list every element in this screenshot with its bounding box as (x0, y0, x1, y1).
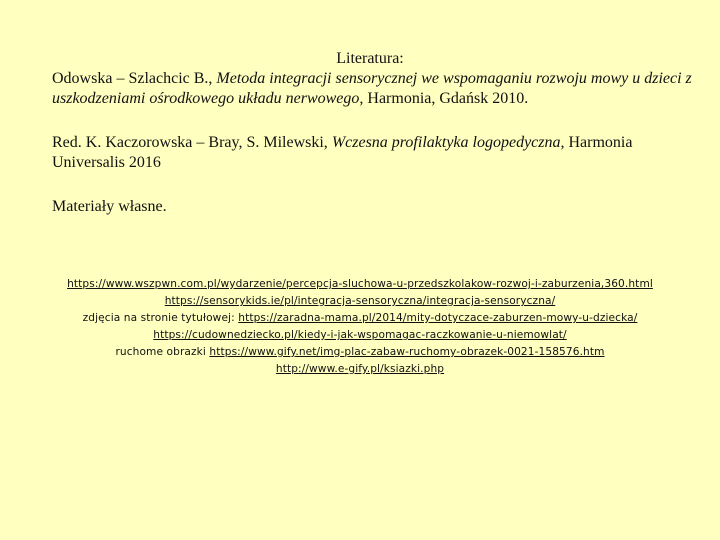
source-link[interactable]: https://www.gify.net/img-plac-zabaw-ruchomy-obrazek-0021-158576.htm (209, 346, 605, 358)
reference-author: Odowska – Szlachcic B., (52, 70, 217, 87)
source-link-row (0, 361, 720, 378)
reference-item (52, 133, 692, 173)
reference-item (52, 197, 692, 217)
source-link[interactable]: https://zaradna-mama.pl/2014/mity-dotyczace-zaburzen-mowy-u-dziecka/ (238, 312, 638, 324)
source-link-label: ruchome obrazki (115, 346, 210, 358)
reference-author: Red. K. Kaczorowska – Bray, S. Milewski, (52, 134, 332, 151)
reference-title: Wczesna profilaktyka logopedyczna, (331, 134, 565, 151)
source-link-row (0, 276, 720, 293)
references-list (52, 69, 692, 241)
reference-item (52, 69, 692, 109)
source-link-row (0, 344, 720, 361)
source-link[interactable]: https://cudownedziecko.pl/kiedy-i-jak-wspomagac-raczkowanie-u-niemowlat/ (153, 329, 567, 341)
source-link[interactable]: http://www.e-gify.pl/ksiazki.php (275, 363, 445, 375)
reference-author: Materiały własne. (52, 198, 167, 215)
reference-publisher: Harmonia Universalis 2016 (52, 134, 633, 171)
source-link-row (0, 327, 720, 344)
reference-publisher: Harmonia, Gdańsk 2010. (363, 90, 529, 107)
source-links (0, 276, 720, 378)
source-link-row (0, 293, 720, 310)
source-link[interactable]: https://sensorykids.ie/pl/integracja-sensoryczna/integracja-sensoryczna/ (164, 295, 556, 307)
page-title: Literatura: (336, 50, 404, 67)
source-link-row (0, 310, 720, 327)
source-link[interactable]: https://www.wszpwn.com.pl/wydarzenie/percepcja-sluchowa-u-przedszkolakow-rozwoj-i-zaburzenia,360.html (67, 278, 653, 290)
reference-title: Metoda integracji sensorycznej we wspomaganiu rozwoju mowy u dzieci z uszkodzeniami ośrodkowego układu nerwowego, (52, 70, 692, 107)
source-link-label: zdjęcia na stronie tytułowej: (82, 312, 239, 324)
